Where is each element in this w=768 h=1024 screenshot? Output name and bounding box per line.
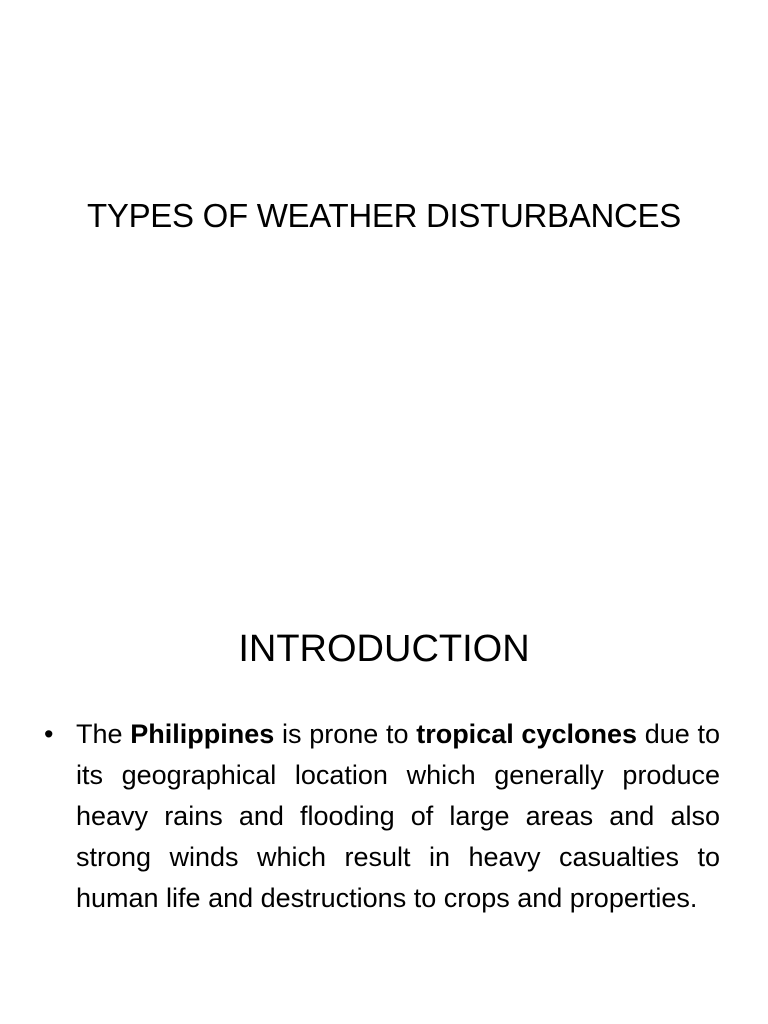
bold-term-tropical-cyclones: tropical cyclones <box>416 719 638 749</box>
bold-term-philippines: Philippines <box>130 719 275 749</box>
introduction-slide <box>0 580 768 1024</box>
slide-title: TYPES OF WEATHER DISTURBANCES <box>87 197 681 234</box>
bullet-dot: • <box>44 719 54 749</box>
text-segment: due to its geographical location which generally produce heavy rains and flooding of large areas and also strong winds which result in heavy casualties to human life and destructions to crops and properties. <box>76 719 721 913</box>
text-segment: The <box>76 719 131 749</box>
bullet-item <box>44 714 720 919</box>
section-heading: INTRODUCTION <box>238 628 530 670</box>
text-segment: is prone to <box>274 719 417 749</box>
bullet-list <box>44 714 720 919</box>
